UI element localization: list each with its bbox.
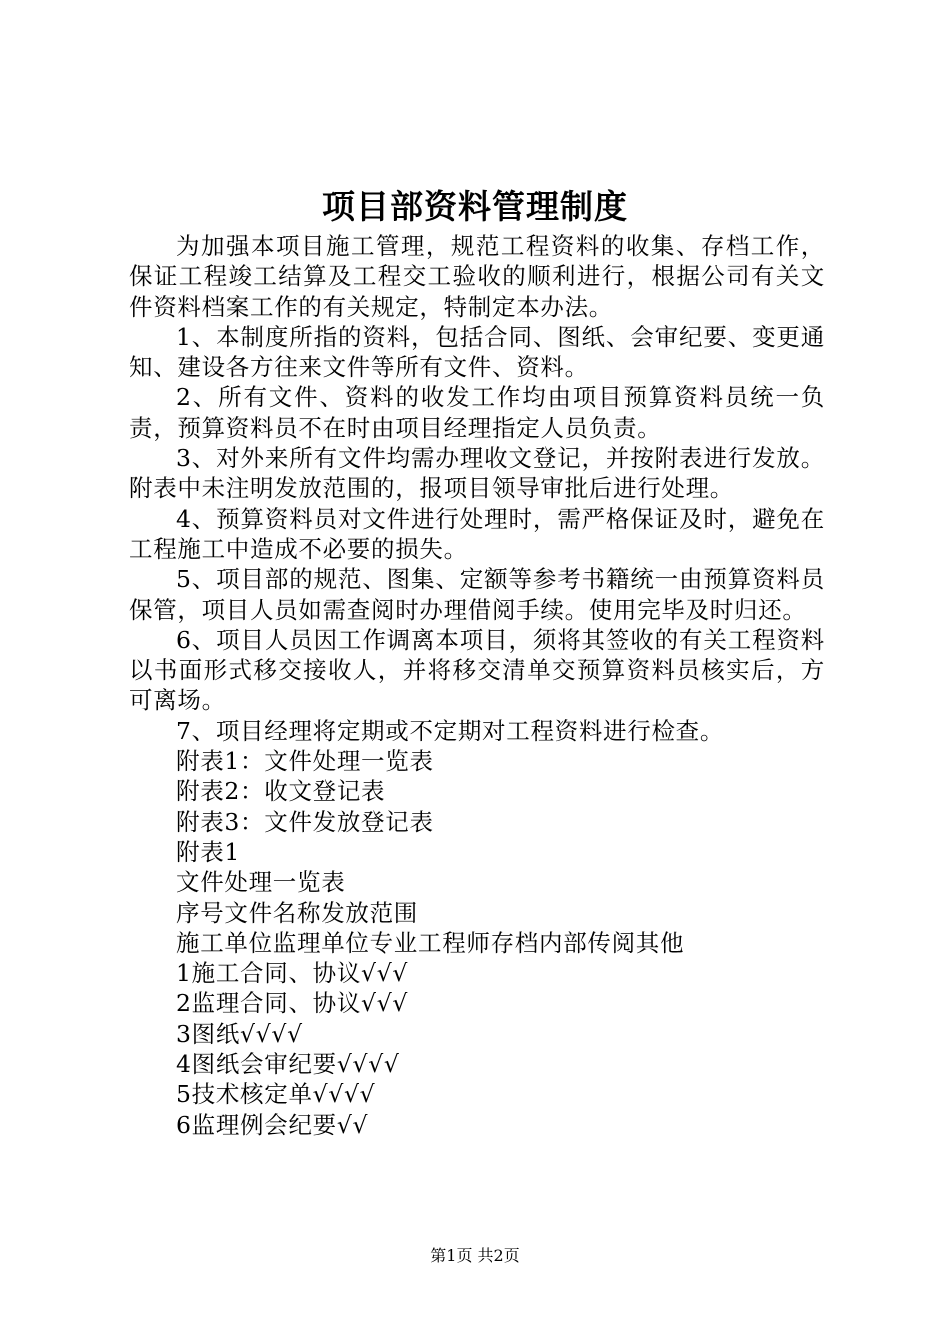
page-title: 项目部资料管理制度 — [322, 187, 628, 226]
attachment-item-2: 附表2：收文登记表 — [176, 777, 386, 806]
clause-2: 2、所有文件、资料的收发工作均由项目预算资料员统一负责，预算资料员不在时由项目经理指定人员负责。 — [129, 383, 825, 442]
attachment-item-1: 附表1：文件处理一览表 — [176, 747, 434, 776]
clause-4: 4、预算资料员对文件进行处理时，需严格保证及时，避免在工程施工中造成不必要的损失。 — [129, 504, 825, 563]
clause-6: 6、项目人员因工作调离本项目，须将其签收的有关工程资料以书面形式移交接收人，并将移交清单交预算资料员核实后，方可离场。 — [129, 625, 825, 715]
clause-1: 1、本制度所指的资料，包括合同、图纸、会审纪要、变更通知、建设各方往来文件等所有文件、资料。 — [129, 322, 825, 382]
table-row: 4图纸会审纪要√√√√ — [176, 1050, 400, 1079]
clause-5: 5、项目部的规范、图集、定额等参考书籍统一由预算资料员保管，项目人员如需查阅时办理借阅手续。使用完毕及时归还。 — [129, 565, 825, 624]
page-footer: 第1页 共2页 — [430, 1246, 520, 1265]
attachment-heading: 附表1 — [176, 837, 241, 866]
attachment-item-3: 附表3：文件发放登记表 — [176, 807, 434, 836]
table-header-row-2: 施工单位监理单位专业工程师存档内部传阅其他 — [176, 928, 685, 957]
table-row: 3图纸√√√√ — [176, 1019, 303, 1048]
table-row: 1施工合同、协议√√√ — [176, 959, 409, 988]
document-body — [129, 231, 825, 1140]
intro-paragraph: 为加强本项目施工管理，规范工程资料的收集、存档工作，保证工程竣工结算及工程交工验收的顺利进行，根据公司有关文件资料档案工作的有关规定，特制定本办法。 — [129, 232, 825, 321]
table-title: 文件处理一览表 — [176, 868, 346, 897]
table-row: 2监理合同、协议√√√ — [176, 989, 409, 1018]
clause-7: 7、项目经理将定期或不定期对工程资料进行检查。 — [176, 716, 725, 745]
table-row: 6监理例会纪要√√ — [176, 1110, 369, 1139]
table-header-row-1: 序号文件名称发放范围 — [176, 898, 418, 927]
clause-3: 3、对外来所有文件均需办理收文登记，并按附表进行发放。附表中未注明发放范围的，报项目领导审批后进行处理。 — [129, 444, 825, 503]
table-row: 5技术核定单√√√√ — [176, 1080, 376, 1109]
